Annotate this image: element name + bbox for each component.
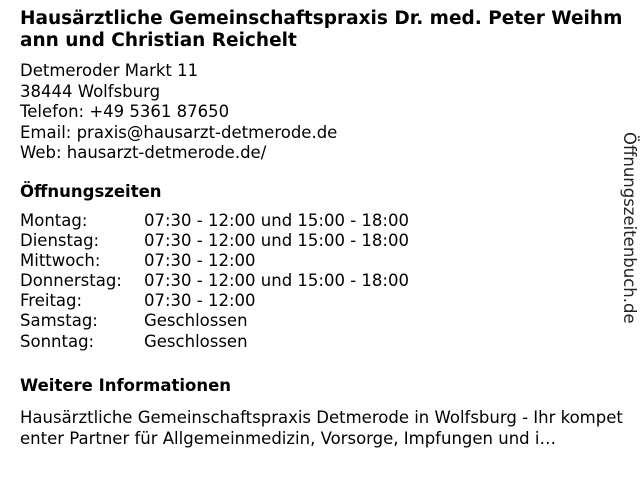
- practice-card: [20, 8, 632, 465]
- hours-value: 07:30 - 12:00 und 15:00 - 18:00: [144, 231, 409, 251]
- email-line: Email: praxis@hausarzt-detmerode.de: [20, 122, 338, 142]
- hours-row-sunday: [20, 332, 632, 352]
- hours-row-wednesday: [20, 251, 632, 271]
- hours-row-thursday: [20, 271, 632, 291]
- phone-line: Telefon: +49 5361 87650: [20, 102, 230, 122]
- hours-value: Geschlossen: [144, 331, 248, 351]
- hours-row-tuesday: [20, 231, 632, 251]
- contact-block: [20, 61, 632, 164]
- hours-value: Geschlossen: [144, 311, 248, 331]
- hours-row-monday: [20, 211, 632, 231]
- day-label: Mittwoch:: [20, 251, 101, 271]
- hours-value: 07:30 - 12:00: [144, 291, 256, 311]
- hours-row-friday: [20, 291, 632, 311]
- opening-hours-table: [20, 211, 632, 352]
- practice-name: Hausärztliche Gemeinschaftspraxis Dr. med. Peter Weihmann und Christian Reichelt: [20, 8, 623, 51]
- hours-value: 07:30 - 12:00 und 15:00 - 18:00: [144, 271, 409, 291]
- address-city: 38444 Wolfsburg: [20, 81, 161, 101]
- web-line: Web: hausarzt-detmerode.de/: [20, 143, 267, 163]
- day-label: Donnerstag:: [20, 271, 122, 291]
- more-info-heading: Weitere Informationen: [20, 375, 232, 395]
- hours-value: 07:30 - 12:00 und 15:00 - 18:00: [144, 210, 409, 230]
- site-watermark: Öffnungszeitenbuch.de: [620, 132, 639, 324]
- address-street: Detmeroder Markt 11: [20, 61, 199, 80]
- more-info-text: Hausärztliche Gemeinschaftspraxis Detmerode in Wolfsburg - Ihr kompetenter Partner für Allgemeinmedizin, Vorsorge, Impfungen und i…: [20, 407, 623, 448]
- hours-row-saturday: [20, 311, 632, 331]
- hours-value: 07:30 - 12:00: [144, 251, 256, 271]
- day-label: Samstag:: [20, 311, 98, 331]
- day-label: Sonntag:: [20, 331, 95, 351]
- day-label: Freitag:: [20, 291, 83, 311]
- day-label: Montag:: [20, 210, 88, 230]
- day-label: Dienstag:: [20, 231, 100, 251]
- opening-hours-heading: Öffnungszeiten: [20, 181, 162, 201]
